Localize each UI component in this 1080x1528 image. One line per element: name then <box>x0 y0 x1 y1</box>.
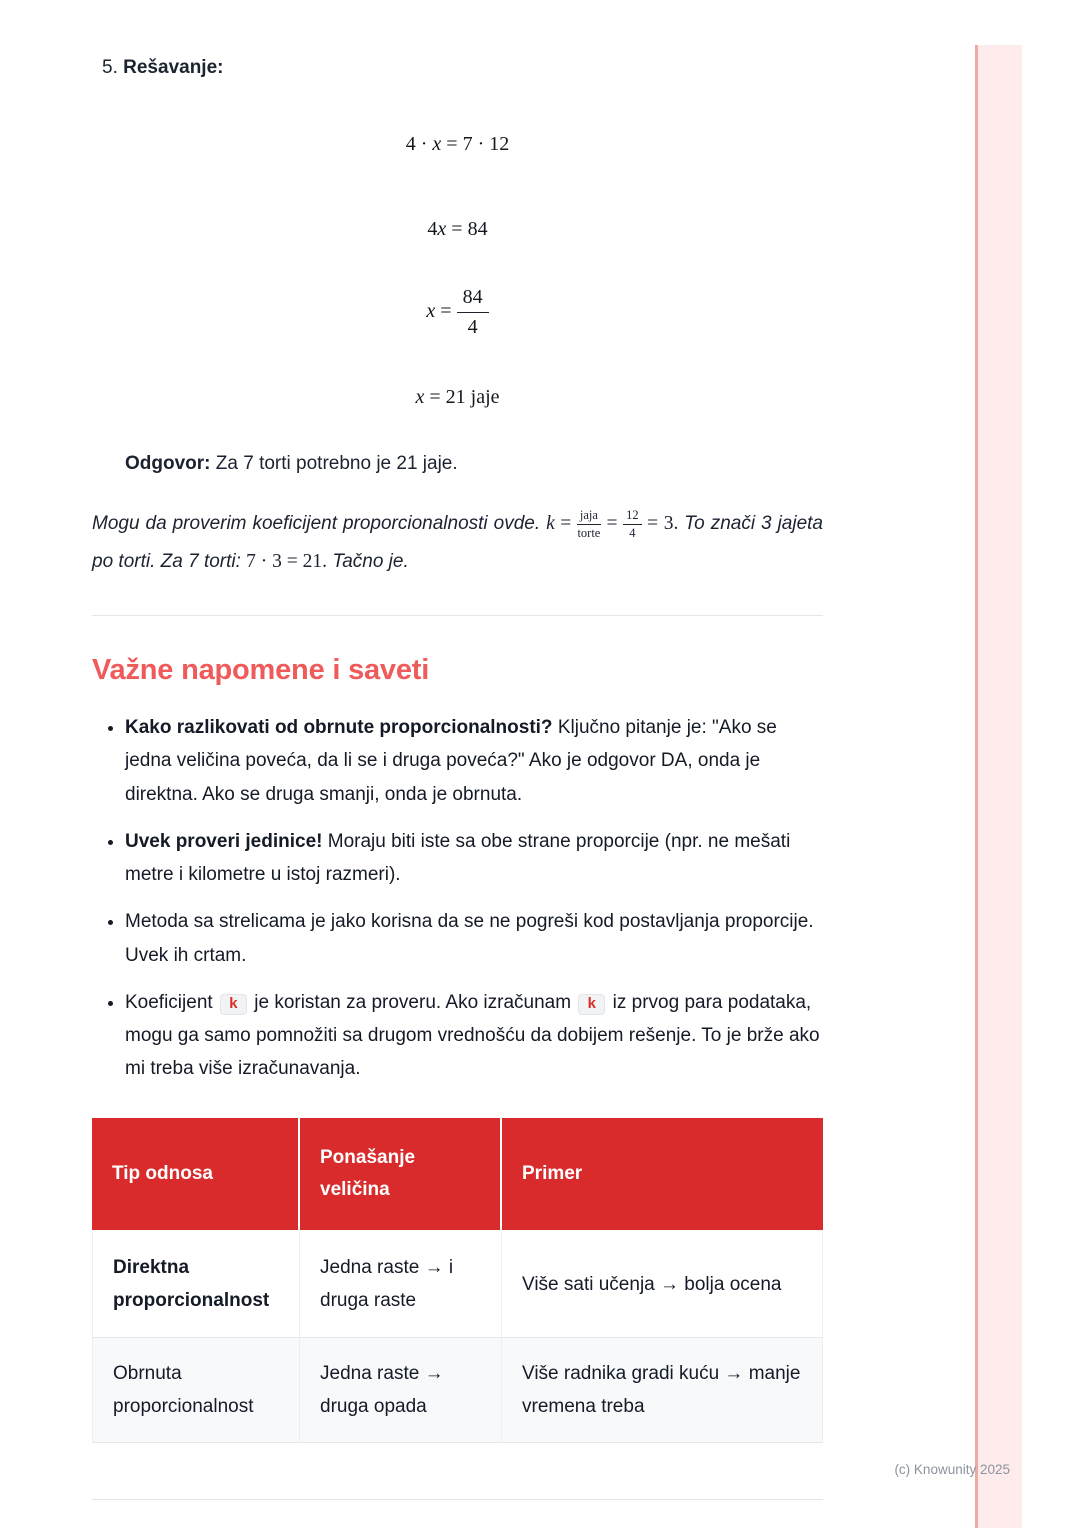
table-cell-ponasanje: Jedna raste → i druga raste <box>300 1232 502 1338</box>
step-number: 5. <box>102 57 118 78</box>
notes-list <box>92 711 823 1086</box>
document-content <box>92 0 823 1443</box>
table-cell-tip: Obrnuta proporcionalnost <box>92 1338 300 1444</box>
copyright-notice: (c) Knowunity 2025 <box>894 1462 1010 1477</box>
bullet-lead: Kako razlikovati od obrnute proporcionalnosti? <box>125 717 553 739</box>
page-edge-strip <box>975 45 1022 1528</box>
check-math-2: 7 · 3 = 21. <box>246 551 328 573</box>
equation-3 <box>92 285 823 340</box>
inline-code-k: k <box>220 994 247 1015</box>
table-cell-tip: Direktna proporcionalnost <box>92 1232 300 1338</box>
check-text-3: Tačno je. <box>327 551 409 573</box>
table-cell-ponasanje: Jedna raste → druga opada <box>300 1338 502 1444</box>
table-row <box>92 1232 823 1338</box>
equation-3-equals: = <box>435 300 457 323</box>
table-row <box>92 1338 823 1444</box>
fraction <box>457 285 489 340</box>
small-fraction-1-numerator: jaja <box>577 508 601 525</box>
fraction-numerator: 84 <box>457 285 489 313</box>
table-cell-primer: Više radnika gradi kuću → manje vremena treba <box>502 1338 823 1444</box>
table-cell-primer: Više sati učenja → bolja ocena <box>502 1232 823 1338</box>
table-header-tip: Tip odnosa <box>92 1118 300 1233</box>
fraction-denominator: 4 <box>467 316 478 338</box>
list-item-units <box>125 825 823 892</box>
numbered-step-heading <box>92 57 823 79</box>
check-equals-2: = <box>600 513 624 534</box>
small-fraction-1 <box>577 508 601 541</box>
answer-line <box>92 453 823 475</box>
equation-2 <box>92 218 823 241</box>
equation-1-rhs: = 7 · 12 <box>441 133 510 155</box>
answer-text: Za 7 torti potrebno je 21 jaje. <box>210 453 458 474</box>
step-label: Rešavanje: <box>123 57 224 78</box>
answer-label: Odgovor: <box>125 453 211 474</box>
small-fraction-2 <box>623 508 642 541</box>
table-header-primer: Primer <box>502 1118 823 1233</box>
equation-4-rhs: = 21 jaje <box>424 386 500 408</box>
equation-2-coeff: 4 <box>427 218 438 240</box>
small-fraction-2-denominator: 4 <box>629 526 636 541</box>
check-text-1: Mogu da proverim koeficijent proporcionalnosti ovde. <box>92 513 547 534</box>
bullet-text: Moraju biti iste sa obe strane proporcije (npr. ne mešati metre i kilometre u istoj razmeri). <box>125 830 791 886</box>
small-fraction-1-denominator: torte <box>577 526 601 541</box>
bullet-text: iz prvog para podataka, mogu ga samo pomnožiti sa drugom vrednošću da dobijem rešenje. To je brže ako mi treba više izračunavanja. <box>125 991 820 1080</box>
bullet-text: Koeficijent <box>125 991 218 1013</box>
check-equals-1: = <box>554 513 577 534</box>
equation-1-lhs: 4 · <box>405 133 433 155</box>
equation-3-variable: x <box>426 300 436 323</box>
bullet-lead: Uvek proveri jedinice! <box>125 830 323 852</box>
check-math-1 <box>546 508 679 541</box>
verification-paragraph <box>92 505 823 581</box>
check-text-2: To znači 3 jajeta po torti. Za 7 torti: <box>92 513 823 573</box>
comparison-table <box>92 1118 823 1444</box>
section-divider <box>92 615 823 616</box>
equation-4-variable: x <box>415 386 425 408</box>
list-item-coefficient <box>125 986 823 1086</box>
equation-2-variable: x <box>437 218 447 240</box>
list-item-differentiate <box>125 711 823 811</box>
equation-1-variable: x <box>432 133 442 155</box>
bullet-text: Metoda sa strelicama je jako korisna da se ne pogreši kod postavljanja proporcije. Uvek ih crtam. <box>125 911 814 966</box>
equation-4 <box>92 386 823 409</box>
table-header-ponasanje: Ponašanje veličina <box>300 1118 502 1233</box>
bullet-text: Ključno pitanje je: "Ako se jedna veličina poveća, da li se i druga poveća?" Ako je odgovor DA, onda je direktna. Ako se druga smanji, onda je obrnuta. <box>125 717 777 805</box>
small-fraction-2-numerator: 12 <box>623 508 642 525</box>
check-equals-3: = 3. <box>641 513 679 534</box>
equation-1 <box>92 133 823 156</box>
list-item-arrows <box>125 905 823 972</box>
coefficient-k: k <box>546 513 555 534</box>
table-header-row <box>92 1118 823 1233</box>
equation-2-rhs: = 84 <box>446 218 488 240</box>
bullet-text: je koristan za proveru. Ako izračunam <box>248 991 577 1013</box>
inline-code-k: k <box>578 994 605 1015</box>
section-heading: Važne napomene i saveti <box>92 654 430 687</box>
bottom-divider <box>92 1499 823 1500</box>
